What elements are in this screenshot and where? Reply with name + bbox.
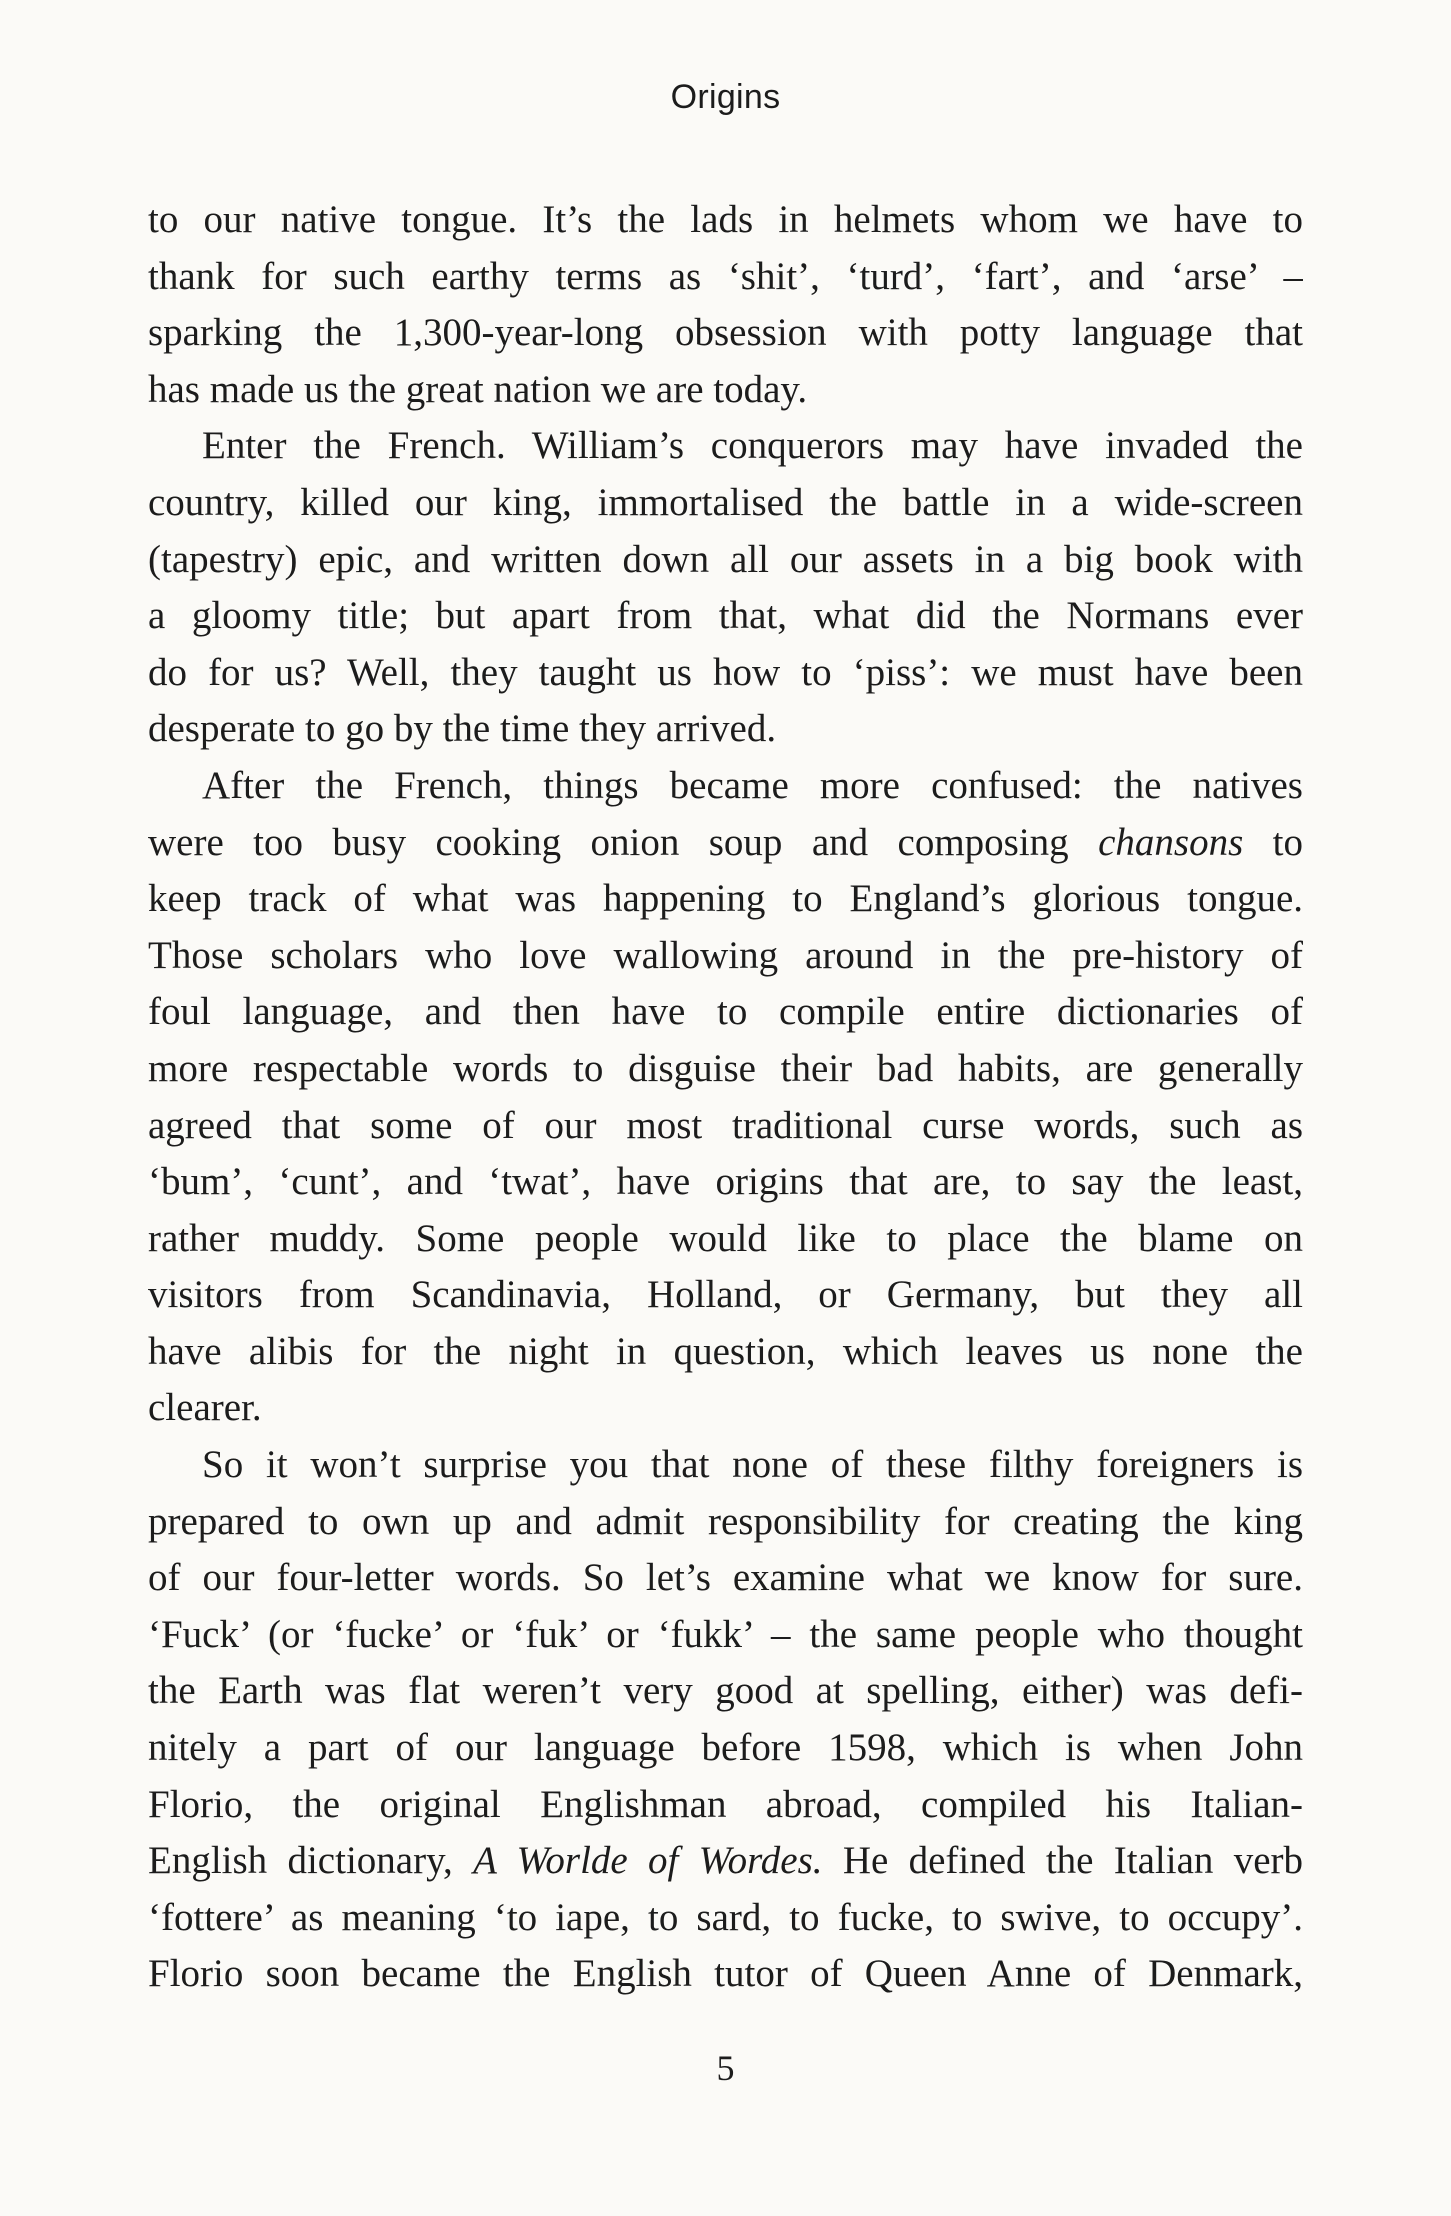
text-line: Florio, the original Englishman abroad, compiled his Italian-: [148, 1782, 1303, 1826]
text-line: clearer.: [148, 1386, 262, 1430]
text-line: has made us the great nation we are today.: [148, 367, 808, 411]
italic-term: chansons: [1098, 820, 1244, 864]
text-line: have alibis for the night in question, which leaves us none the: [148, 1329, 1303, 1373]
paragraph: [148, 1437, 1303, 2003]
text-line: [148, 1833, 1303, 1890]
text-line: more respectable words to disguise their bad habits, are generally: [148, 1046, 1303, 1090]
text-line: desperate to go by the time they arrived.: [148, 707, 777, 751]
text-line: do for us? Well, they taught us how to ‘piss’: we must have been: [148, 650, 1303, 694]
text-line: foul language, and then have to compile entire dictionaries of: [148, 990, 1303, 1034]
text-run: were too busy cooking onion soup and composing: [148, 820, 1099, 864]
text-line: [148, 815, 1303, 872]
text-line: country, killed our king, immortalised the battle in a wide-screen: [148, 480, 1303, 524]
text-line: ‘fottere’ as meaning ‘to iape, to sard, to fucke, to swive, to occupy’.: [148, 1895, 1303, 1939]
text-line: the Earth was flat weren’t very good at spelling, either) was defi-: [148, 1669, 1303, 1713]
text-line: keep track of what was happening to England’s glorious tongue.: [148, 877, 1303, 921]
paragraph: [148, 192, 1303, 418]
text-line: of our four-letter words. So let’s examine what we know for sure.: [148, 1556, 1303, 1600]
text-line: to our native tongue. It’s the lads in helmets whom we have to: [148, 198, 1303, 241]
page-number: 5: [716, 2048, 735, 2088]
body-text: [148, 192, 1303, 2003]
text-line: After the French, things became more confused: the natives: [202, 763, 1303, 807]
text-line: sparking the 1,300-year-long obsession with potty language that: [148, 311, 1303, 355]
text-run: English dictionary,: [148, 1839, 474, 1883]
text-line: Florio soon became the English tutor of Queen Anne of Denmark,: [148, 1952, 1303, 1996]
text-line: nitely a part of our language before 1598, which is when John: [148, 1726, 1303, 1770]
paragraph: [148, 758, 1303, 1437]
text-line: visitors from Scandinavia, Holland, or Germany, but they all: [148, 1273, 1303, 1317]
text-line: a gloomy title; but apart from that, what did the Normans ever: [148, 594, 1303, 638]
text-line: Those scholars who love wallowing around in the pre-history of: [148, 933, 1303, 977]
text-line: prepared to own up and admit responsibility for creating the king: [148, 1499, 1303, 1543]
text-line: So it won’t surprise you that none of these filthy foreigners is: [202, 1443, 1303, 1487]
text-line: ‘Fuck’ (or ‘fucke’ or ‘fuk’ or ‘fukk’ – the same people who thought: [148, 1612, 1303, 1656]
text-run: He defined the Italian verb: [822, 1839, 1303, 1883]
text-line: thank for such earthy terms as ‘shit’, ‘turd’, ‘fart’, and ‘arse’ –: [148, 254, 1303, 298]
text-run: to: [1243, 820, 1303, 864]
text-line: ‘bum’, ‘cunt’, and ‘twat’, have origins that are, to say the least,: [148, 1160, 1303, 1204]
text-line: agreed that some of our most traditional curse words, such as: [148, 1103, 1303, 1147]
paragraph: [148, 418, 1303, 758]
text-line: Enter the French. William’s conquerors may have invaded the: [202, 424, 1303, 468]
text-line: rather muddy. Some people would like to place the blame on: [148, 1216, 1303, 1260]
text-line: (tapestry) epic, and written down all our assets in a big book with: [148, 537, 1303, 581]
running-head: Origins: [670, 78, 781, 116]
book-title: A Worlde of Wordes.: [473, 1839, 823, 1883]
